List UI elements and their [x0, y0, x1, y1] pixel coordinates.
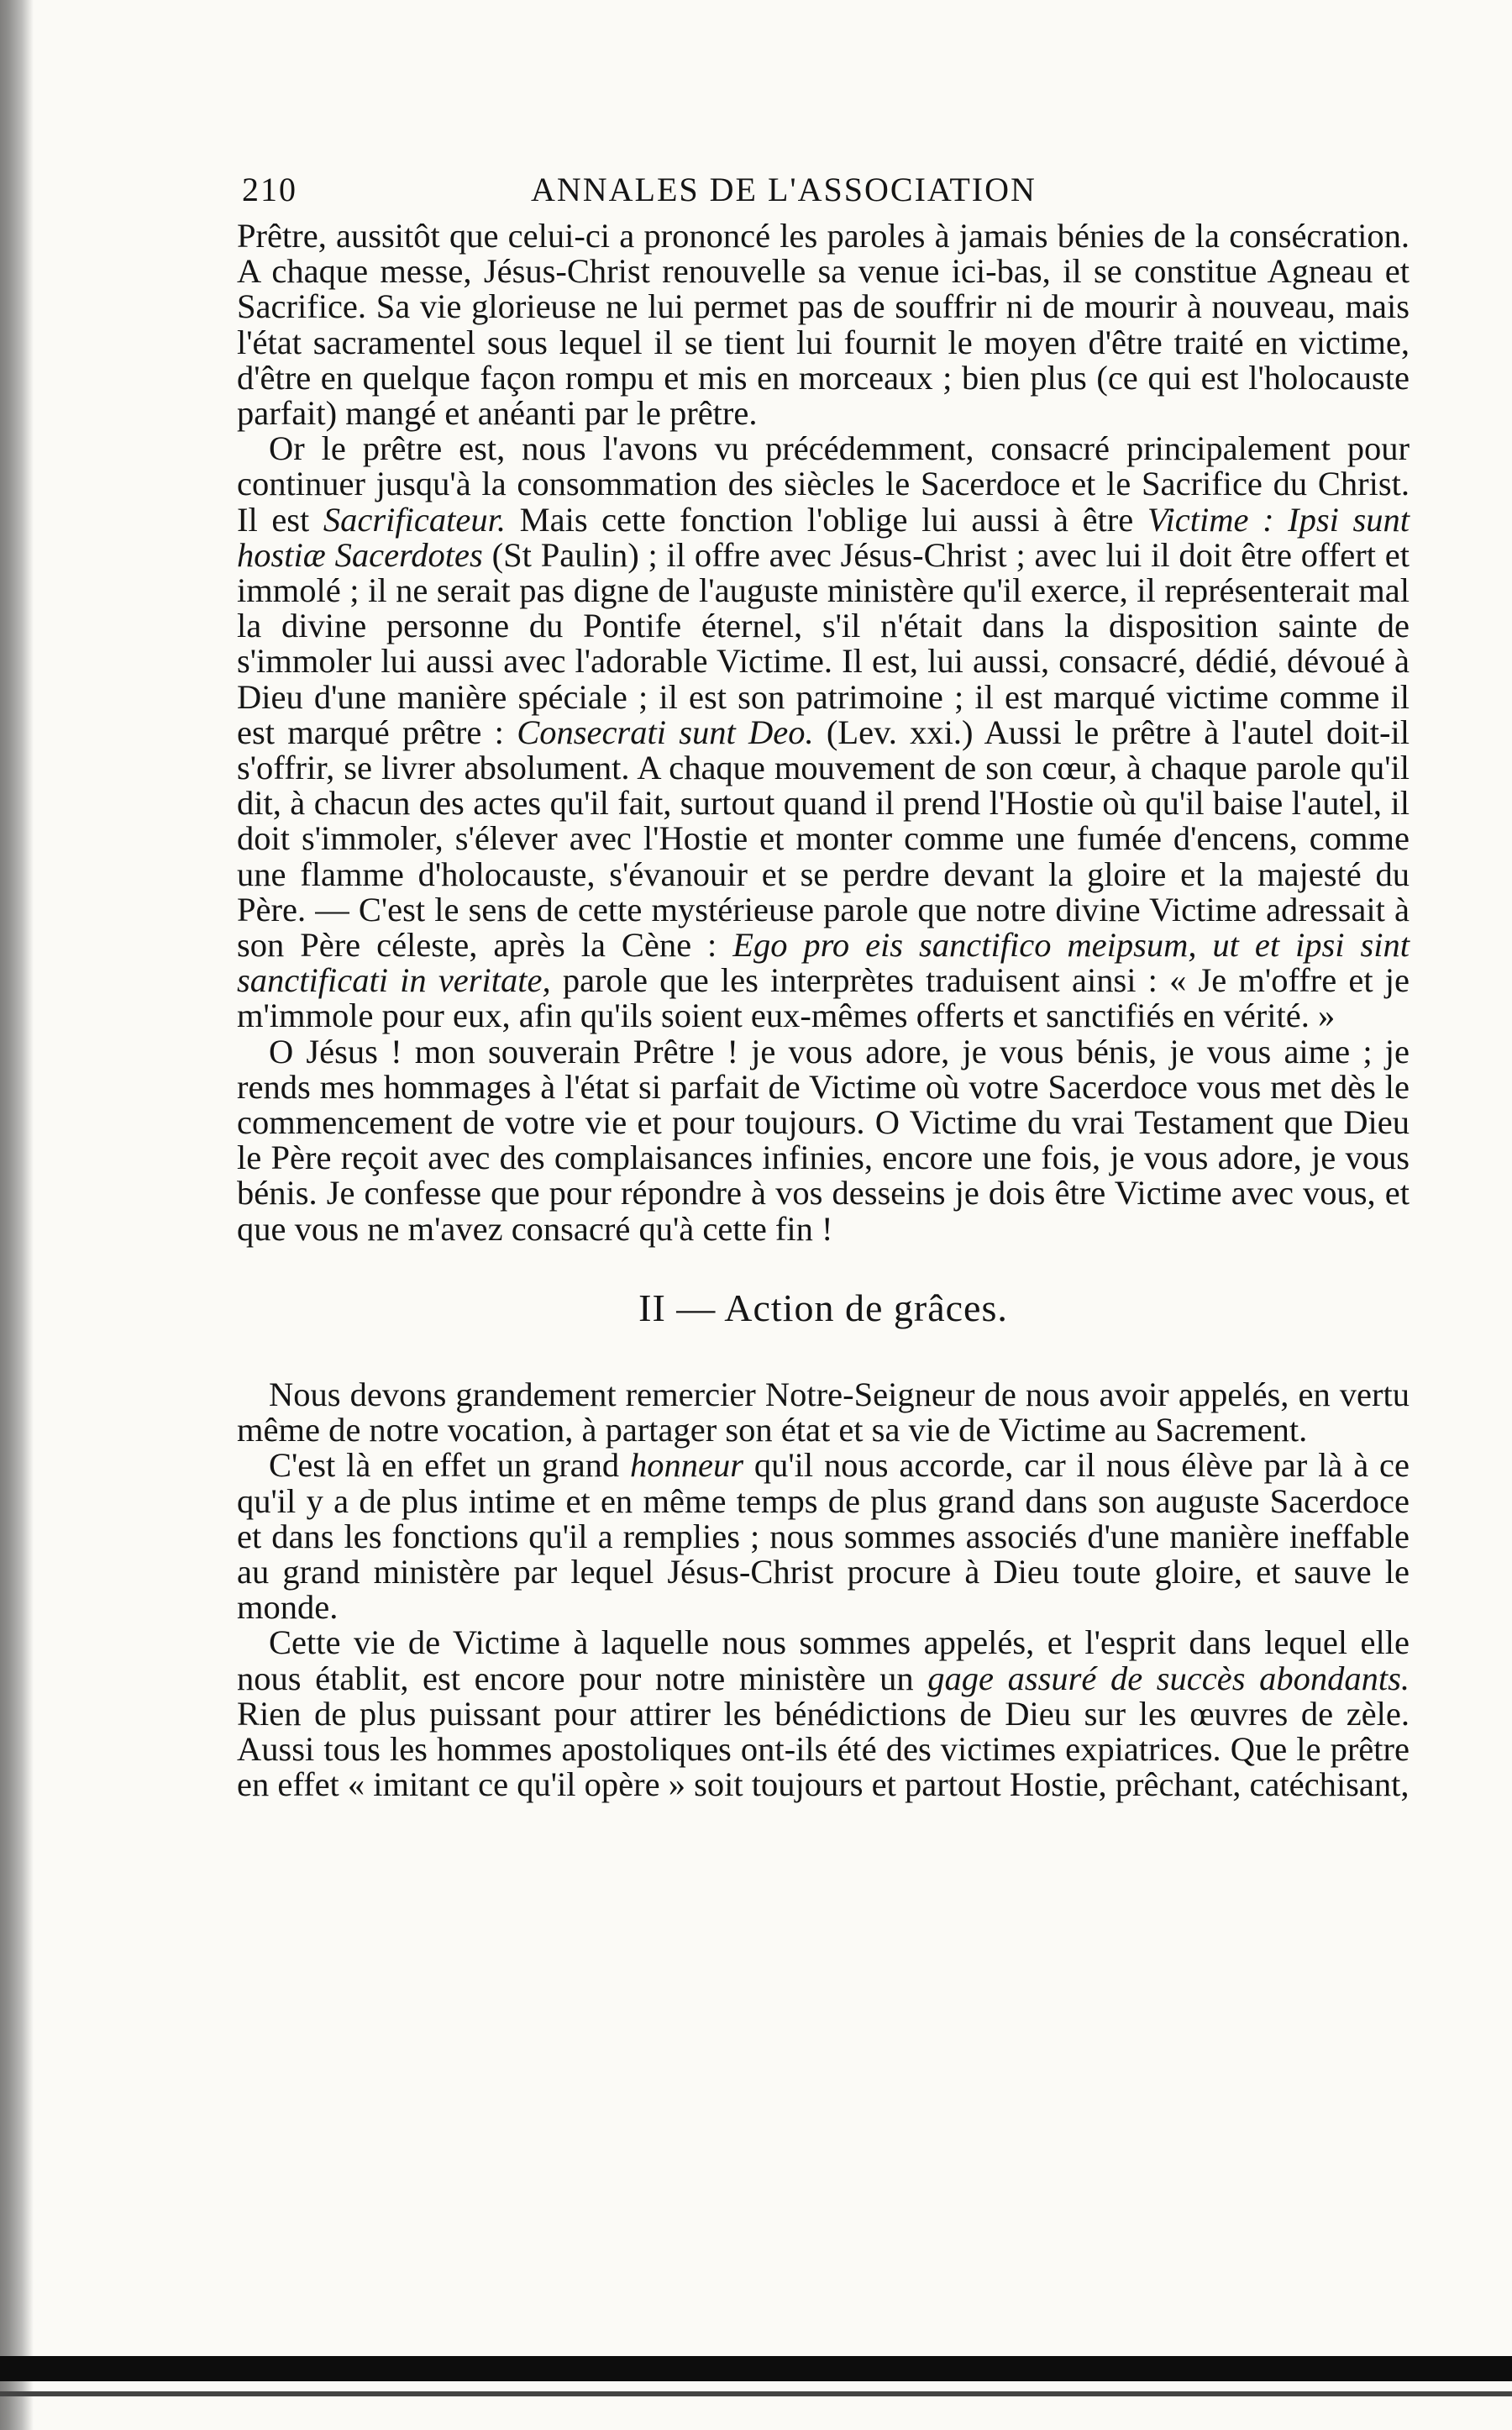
paragraph-2-part-e: (St Paulin) ; il offre avec Jésus-Christ ; avec lui il doit être offert et immolé ; il ne serait pas digne de l'auguste ministère qu'il exerce, il représenterait mal la divine personne du Pontife éternel, s'il n'était dans la disposition sainte de s'immoler lui aussi avec l'adorable Victime. Il est, lui aussi, consacré, dédié, dévoué à Dieu d'une manière spéciale ; il est son patrimoine ; il est marqué victime comme il est marqué prêtre :: [237, 535, 1410, 751]
paragraph-2-part-i: parole que les interprètes traduisent ainsi : « Je m'offre et je m'immole pour eux, afin qu'ils soient eux-mêmes offerts et sanctifiés en vérité. »: [237, 961, 1410, 1035]
paragraph-5-italic-honneur: honneur: [630, 1446, 744, 1485]
paragraph-2: [237, 431, 1410, 1034]
paragraph-5-part-c: qu'il nous accorde, car il nous élève par là à ce qu'il y a de plus intime et en même temps de plus grand dans son auguste Sacerdoce et dans les fonctions qu'il a remplies ; nous sommes associés d'une manière ineffable au grand ministère par lequel Jésus-Christ procure à Dieu toute gloire, et sauve le monde.: [237, 1446, 1410, 1627]
paragraph-2-part-g: (Lev. xxi.) Aussi le prêtre à l'autel doit-il s'offrir, se livrer absolument. A chaque mouvement de son cœur, à chaque parole qu'il dit, à chacun des actes qu'il fait, surtout quand il prend l'Hostie où qu'il baise l'autel, il doit s'immoler, s'élever avec l'Hostie et monter comme une fumée d'encens, comme une flamme d'holocauste, s'évanouir et se perdre devant la gloire et la majesté du Père. — C'est le sens de cette mystérieuse parole que notre divine Victime adressait à son Père céleste, après la Cène :: [237, 713, 1410, 965]
scan-bottom-edge: [0, 2356, 1512, 2381]
book-page: [237, 158, 1410, 1802]
paragraph-2-italic-sacrificateur: Sacrificateur.: [323, 500, 506, 539]
scan-left-edge: [0, 0, 34, 2430]
paragraph-6-italic-gage: gage assuré de succès abondants.: [927, 1659, 1410, 1697]
page-body: [237, 218, 1410, 1802]
scan-bottom-edge-line: [0, 2391, 1512, 2396]
paragraph-2-italic-consecrati: Consecrati sunt Deo.: [517, 713, 814, 751]
running-header: [237, 158, 1410, 218]
paragraph-5-part-a: C'est là en effet un grand: [269, 1446, 631, 1485]
paragraph-6: [237, 1625, 1410, 1802]
paragraph-3: O Jésus ! mon souverain Prêtre ! je vous adore, je vous bénis, je vous aime ; je rends mes hommages à l'état si parfait de Victime où votre Sacerdoce vous met dès le commencement de votre vie et pour toujours. O Victime du vrai Testament que Dieu le Père reçoit avec des complaisances infinies, encore une fois, je vous adore, je vous bénis. Je confesse que pour répondre à vos desseins je dois être Victime avec vous, et que vous ne m'avez consacré qu'à cette fin !: [237, 1032, 1410, 1248]
paragraph-2-italic-ego-pro-eis: Ego pro eis sanctifico meipsum, ut et ipsi sint sanctificati in veritate,: [237, 926, 1410, 1000]
page-number: 210: [242, 171, 297, 208]
running-title: ANNALES DE L'ASSOCIATION: [531, 171, 1037, 208]
paragraph-5: [237, 1448, 1410, 1625]
paragraph-4: Nous devons grandement remercier Notre-Seigneur de nous avoir appelés, en vertu même de notre vocation, à partager son état et sa vie de Victime au Sacrement.: [237, 1375, 1410, 1449]
paragraph-1: Prêtre, aussitôt que celui-ci a prononcé les paroles à jamais bénies de la consécration. A chaque messe, Jésus-Christ renouvelle sa venue ici-bas, il se constitue Agneau et Sacrifice. Sa vie glorieuse ne lui permet pas de souffrir ni de mourir à nouveau, mais l'état sacramentel sous lequel il se tient lui fournit le moyen d'être traité en victime, d'être en quelque façon rompu et mis en morceaux ; bien plus (ce qui est l'holocauste parfait) mangé et anéanti par le prêtre.: [237, 217, 1410, 433]
paragraph-2-part-a: Or le prêtre est, nous l'avons vu précédemment, consacré principalement pour continuer jusqu'à la consommation des siècles le Sacerdoce et le Sacrifice du Christ. Il est: [237, 429, 1410, 539]
section-heading: II — Action de grâces.: [638, 1286, 1008, 1329]
paragraph-6-part-a: Cette vie de Victime à laquelle nous sommes appelés, et l'esprit dans lequel elle nous établit, est encore pour notre ministère un: [237, 1623, 1410, 1697]
paragraph-2-part-c: Mais cette fonction l'oblige lui aussi à être: [506, 500, 1147, 539]
paragraph-6-part-c: Rien de plus puissant pour attirer les bénédictions de Dieu sur les œuvres de zèle. Aussi tous les hommes apostoliques ont-ils été des victimes expiatrices. Que le prêtre en effet « imitant ce qu'il opère » soit toujours et partout Hostie, prêchant, catéchisant,: [237, 1694, 1410, 1804]
paragraph-2-italic-victime: Victime : Ipsi sunt hostiæ Sacerdotes: [237, 500, 1410, 574]
